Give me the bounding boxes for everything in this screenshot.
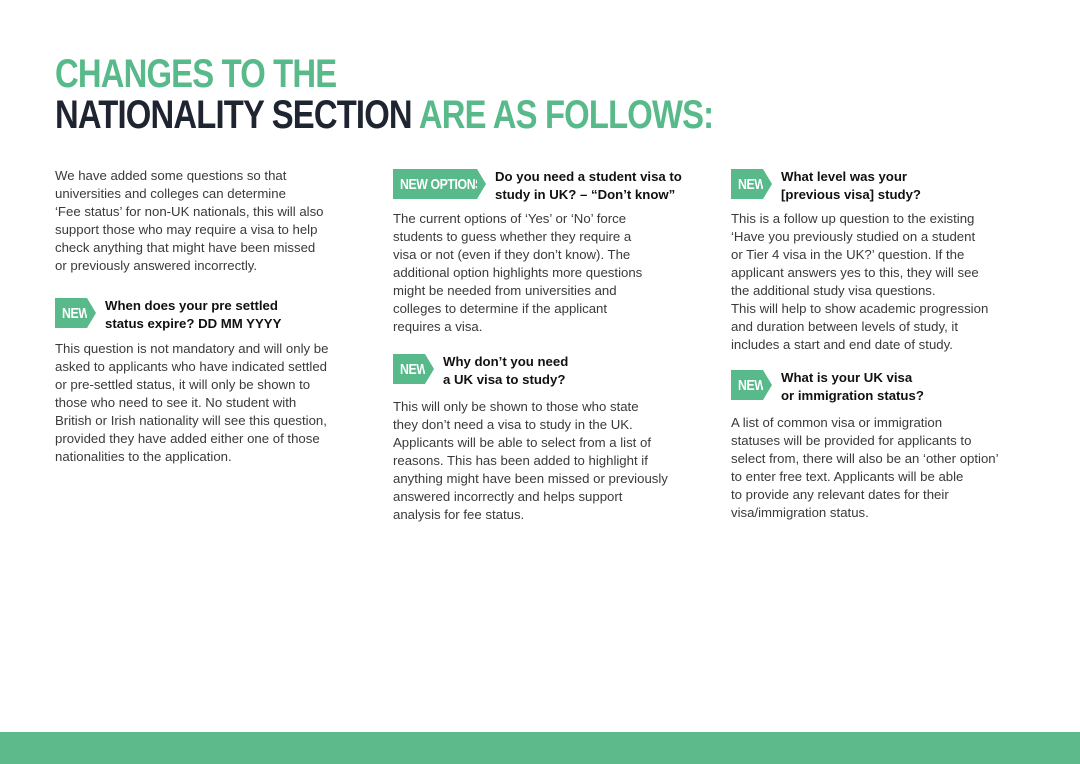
question-title: Do you need a student visa to study in UK? – “Don’t know”: [495, 169, 682, 202]
question-block-why-no-visa: [393, 354, 688, 389]
question-title: Why don’t you need a UK visa to study?: [443, 354, 569, 387]
question-title: What is your UK visa or immigration status?: [781, 370, 924, 403]
question-block-previous-visa-level: [731, 169, 1021, 204]
question-body: The current options of ‘Yes’ or ‘No’ force students to guess whether they require a visa or not (even if they don’t know). The additional option highlights more questions might be needed from universities and colleges to determine if the applicant requires a visa.: [393, 211, 643, 334]
page-heading: [55, 54, 858, 136]
question-title: What level was your [previous visa] study?: [781, 169, 921, 202]
question-body: This question is not mandatory and will only be asked to applicants who have indicated settled or pre-settled status, it will only be shown to those who need to see it. No student with British or Irish nationality will see this question, provided they have added either one of those nationalities to the application.: [55, 341, 329, 464]
heading-line-1: CHANGES TO THE: [55, 52, 337, 96]
column-2: [393, 167, 688, 524]
heading-line-2: [55, 95, 713, 136]
column-3: [731, 167, 1021, 522]
question-block-student-visa: [393, 169, 688, 204]
new-tag: NEW: [731, 169, 763, 199]
new-options-tag: NEW OPTIONS: [393, 169, 477, 199]
heading-dark-text: NATIONALITY SECTION: [55, 93, 412, 137]
heading-green-text: ARE AS FOLLOWS:: [418, 93, 714, 137]
footer-bar: [0, 732, 1080, 764]
question-body: This will only be shown to those who state they don’t need a visa to study in the UK. Applicants will be able to select from a list of reasons. This has been added to highlight if anything might have been missed or previously answered incorrectly and helps support analysis for fee status.: [393, 399, 668, 522]
question-body: This is a follow up question to the existing ‘Have you previously studied on a student or Tier 4 visa in the UK?’ question. If the applicant answers yes to this, they will see the additional study visa questions. This will help to show academic progression and duration between levels of study, it includes a start and end date of study.: [731, 211, 989, 352]
intro-paragraph: We have added some questions so that universities and colleges can determine ‘Fee status’ for non-UK nationals, this will also support those who may require a visa to help check anything that might have been missed or previously answered incorrectly.: [55, 168, 324, 273]
question-title: When does your pre settled status expire? DD MM YYYY: [105, 298, 282, 331]
question-block-immigration-status: [731, 370, 1021, 405]
question-block-pre-settled: [55, 298, 347, 333]
new-tag: NEW: [731, 370, 763, 400]
column-1: [55, 167, 347, 466]
new-tag: NEW: [55, 298, 87, 328]
question-body: A list of common visa or immigration statuses will be provided for applicants to select from, there will also be an ‘other option’ to enter free text. Applicants will be able to provide any relevant dates for their visa/immigration status.: [731, 415, 999, 520]
new-tag: NEW: [393, 354, 425, 384]
